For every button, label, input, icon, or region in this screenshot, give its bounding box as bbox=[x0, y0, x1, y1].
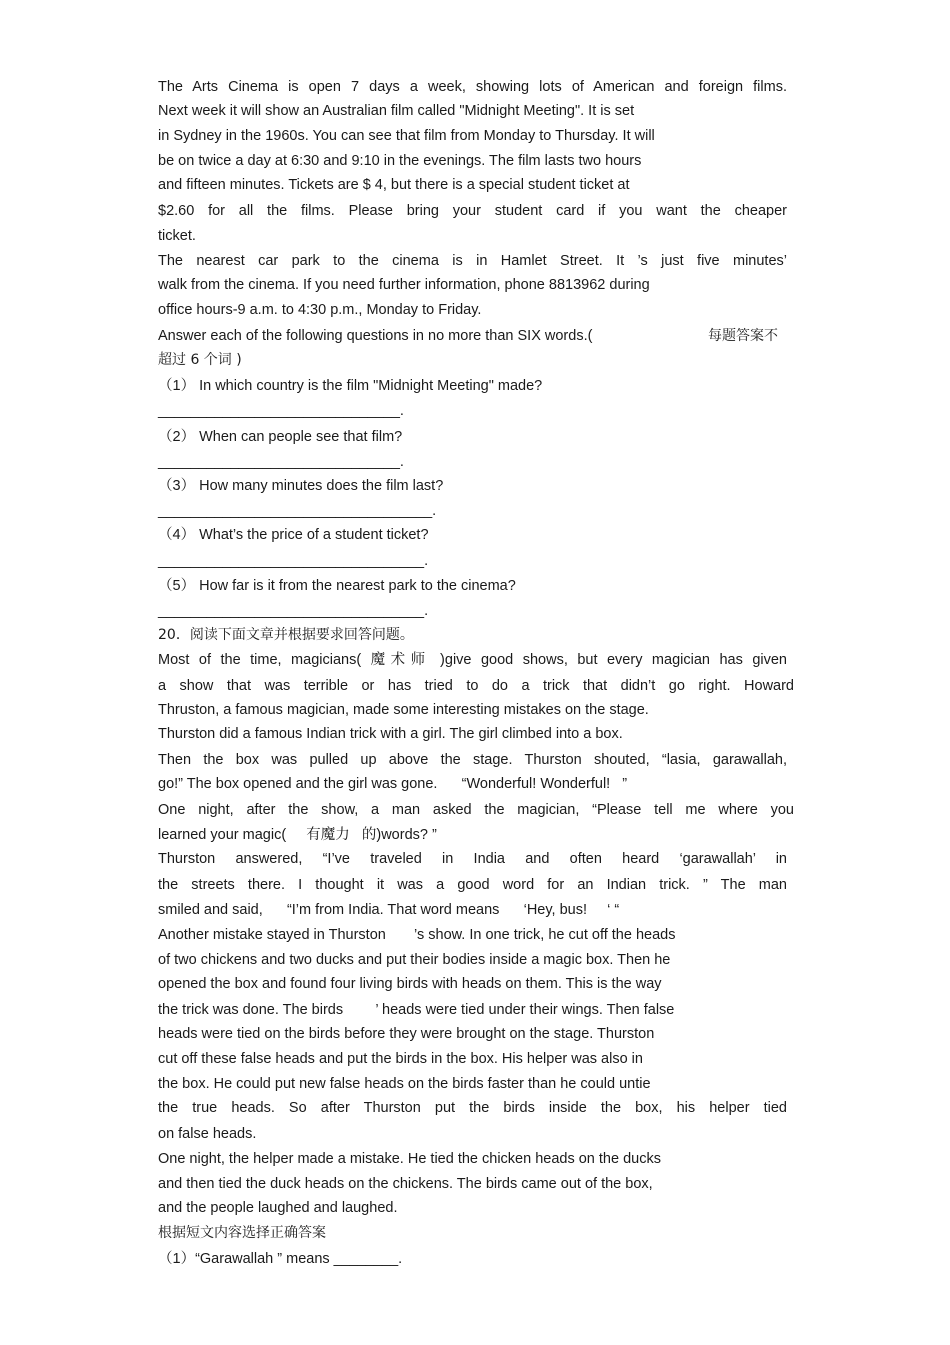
answer-blank-3[interactable]: __________________________________. bbox=[158, 503, 437, 519]
instruction-en: Answer each of the following questions in no more than SIX words.( bbox=[158, 328, 593, 344]
question-3: （3） How many minutes does the film last? bbox=[158, 478, 444, 494]
passage2-line-9: Thurston answered, “I’ve traveled in India and often heard ‘garawallah’ in bbox=[158, 851, 787, 867]
passage2-line-22: and then tied the duck heads on the chickens. The birds came out of the box, bbox=[158, 1176, 653, 1192]
passage1-line-1: The Arts Cinema is open 7 days a week, showing lots of American and foreign films. bbox=[158, 79, 787, 95]
passage2-line-4: Thurston did a famous Indian trick with a girl. The girl climbed into a box. bbox=[158, 726, 623, 742]
passage2-line-19: the true heads. So after Thurston put the birds inside the box, his helper tied bbox=[158, 1100, 787, 1116]
passage1-line-6: $2.60 for all the films. Please bring your student card if you want the cheaper bbox=[158, 203, 787, 219]
passage1-line-4: be on twice a day at 6:30 and 9:10 in the evenings. The film lasts two hours bbox=[158, 153, 642, 169]
passage2-line-14: opened the box and found four living birds with heads on them. This is the way bbox=[158, 976, 662, 992]
passage2-line-15: the trick was done. The birds ’ heads were tied under their wings. Then false bbox=[158, 1002, 675, 1018]
passage1-line-9: walk from the cinema. If you need further information, phone 8813962 during bbox=[158, 277, 650, 293]
passage2-line-3: Thruston, a famous magician, made some interesting mistakes on the stage. bbox=[158, 702, 649, 718]
passage2-line-17: cut off these false heads and put the birds in the box. His helper was also in bbox=[158, 1051, 643, 1067]
passage2-line-18: the box. He could put new false heads on the birds faster than he could untie bbox=[158, 1076, 651, 1092]
question-2: （2） When can people see that film? bbox=[158, 429, 403, 445]
passage2-line-11: smiled and said, “I’m from India. That word means ‘Hey, bus! ‘ “ bbox=[158, 902, 620, 918]
passage1-line-8: The nearest car park to the cinema is in Hamlet Street. It ’s just five minutes’ bbox=[158, 253, 787, 269]
question-1: （1） In which country is the film "Midnight Meeting" made? bbox=[158, 378, 543, 394]
passage2-line-6: go!” The box opened and the girl was gone. “Wonderful! Wonderful! ” bbox=[158, 776, 628, 792]
section-20-heading: 20．阅读下面文章并根据要求回答问题。 bbox=[158, 627, 414, 643]
instruction-cn-part1: 每题答案不 bbox=[708, 328, 778, 344]
passage1-line-3: in Sydney in the 1960s. You can see that film from Monday to Thursday. It will bbox=[158, 128, 655, 144]
question-5: （5） How far is it from the nearest park to the cinema? bbox=[158, 578, 516, 594]
answer-blank-4[interactable]: _________________________________. bbox=[158, 553, 429, 569]
answer-blank-1[interactable]: ______________________________. bbox=[158, 403, 404, 419]
passage1-line-5: and fifteen minutes. Tickets are $ 4, but there is a special student ticket at bbox=[158, 177, 630, 193]
passage2-line-12: Another mistake stayed in Thurston ’s show. In one trick, he cut off the heads bbox=[158, 927, 676, 943]
passage2-line-20: on false heads. bbox=[158, 1126, 257, 1142]
passage2-line-5: Then the box was pulled up above the stage. Thurston shouted, “lasia, garawallah, bbox=[158, 752, 787, 768]
passage2-line-2: a show that was terrible or has tried to do a trick that didn’t go right. Howard bbox=[158, 678, 794, 694]
passage2-line-1: Most of the time, magicians( 魔术师 )give good shows, but every magician has given bbox=[158, 652, 787, 668]
passage2-line-21: One night, the helper made a mistake. He tied the chicken heads on the ducks bbox=[158, 1151, 661, 1167]
answer-blank-2[interactable]: ______________________________. bbox=[158, 454, 404, 470]
choice-instruction: 根据短文内容选择正确答案 bbox=[158, 1225, 326, 1241]
passage2-line-13: of two chickens and two ducks and put their bodies inside a magic box. Then he bbox=[158, 952, 671, 968]
passage2-line-7: One night, after the show, a man asked the magician, “Please tell me where you bbox=[158, 802, 794, 818]
passage2-line-16: heads were tied on the birds before they were brought on the stage. Thurston bbox=[158, 1026, 655, 1042]
answer-blank-5[interactable]: _________________________________. bbox=[158, 603, 429, 619]
passage2-line-10: the streets there. I thought it was a good word for an Indian trick. ” The man bbox=[158, 877, 787, 893]
passage1-line-10: office hours-9 a.m. to 4:30 p.m., Monday to Friday. bbox=[158, 302, 482, 318]
instruction-cn-part2: 超过 6 个词 ) bbox=[158, 352, 242, 368]
question-4: （4） What’s the price of a student ticket? bbox=[158, 527, 429, 543]
passage2-line-8: learned your magic( 有魔力 的)words? ” bbox=[158, 827, 437, 843]
passage2-line-23: and the people laughed and laughed. bbox=[158, 1200, 398, 1216]
passage1-line-2: Next week it will show an Australian film called "Midnight Meeting". It is set bbox=[158, 103, 635, 119]
section20-question-1: （1）“Garawallah ” means ________. bbox=[158, 1251, 403, 1267]
passage1-line-7: ticket. bbox=[158, 228, 196, 244]
